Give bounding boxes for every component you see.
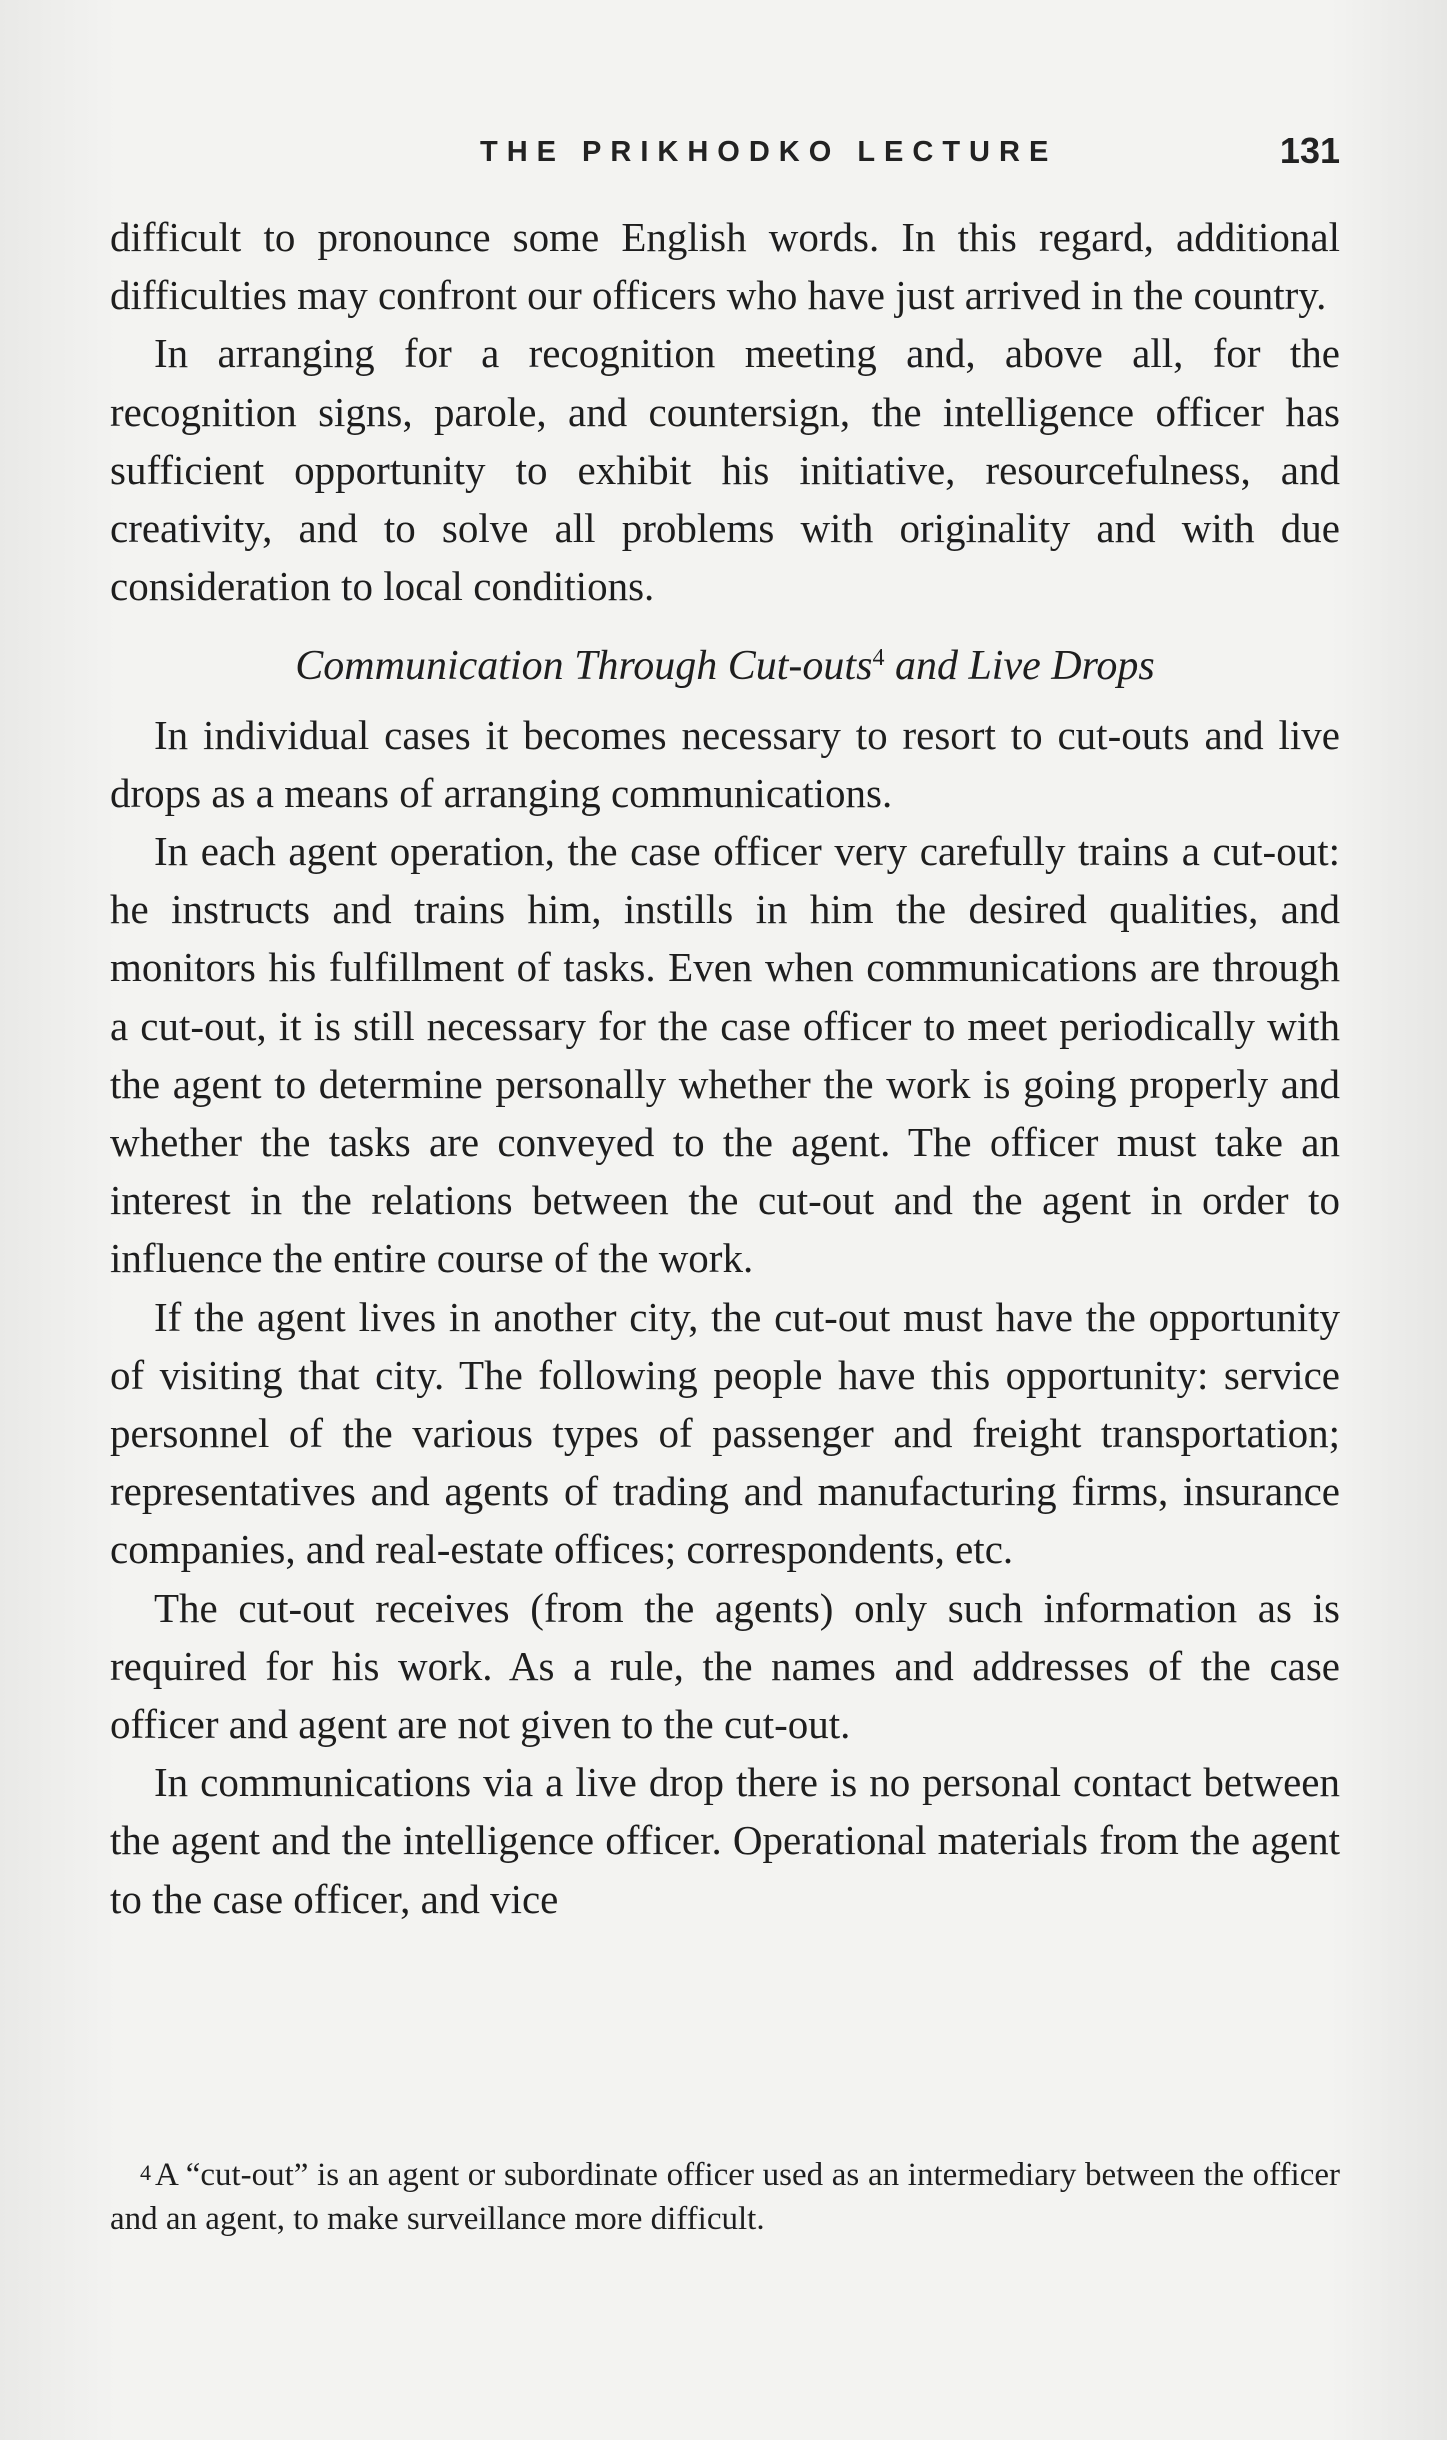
footnote-text: A “cut-out” is an agent or subordinate officer used as an intermediary between the officer and an agent, to make surveillance more difficult. [110, 2157, 1340, 2237]
paragraph-recognition-meeting: In arranging for a recognition meeting and, above all, for the recognition signs, parole, and countersign, the intelligence officer has sufficient opportunity to exhibit his initiative, resourcefulness, and creativity, and to solve all problems with originality and with due consideration to local conditions. [110, 330, 1340, 610]
paragraph-case-officer-training: In each agent operation, the case officer very carefully trains a cut-out: he instructs and trains him, instills in him the desired qualities, and monitors his fulfillment of tasks. Even when communications are through a cut-out, it is still necessary for the case officer to meet periodically with the agent to determine personally whether the work is going properly and whether the tasks are conveyed to the agent. The officer must take an interest in the relations between the cut-out and the agent in order to influence the entire course of the work. [110, 828, 1340, 1282]
running-header [110, 128, 1340, 188]
paragraph-cutout-information: The cut-out receives (from the agents) only such information as is required for his work. As a rule, the names and addresses of the case officer and agent are not given to the cut-out. [110, 1584, 1340, 1748]
section-heading-text: Communication Through Cut-outs [295, 643, 873, 690]
paragraph-continued: difficult to pronounce some English words. In this regard, additional difficulties may confront our officers who have just arrived in the country. [110, 214, 1340, 319]
footnote-reference: 4 [872, 645, 885, 672]
book-page [110, 128, 1340, 2378]
section-heading-text-end: and Live Drops [884, 643, 1155, 690]
page-number: 131 [1279, 130, 1340, 171]
section-heading [110, 637, 1340, 695]
paragraph-live-drop: In communications via a live drop there is no personal contact between the agent and the intelligence officer. Operational materials from the agent to the case officer, and vice [110, 1759, 1340, 1922]
paragraph-cutouts-intro: In individual cases it becomes necessary to resort to cut-outs and live drops as a means of arranging communications. [110, 711, 1340, 816]
footnote [110, 2153, 1340, 2241]
paragraph-another-city: If the agent lives in another city, the cut-out must have the opportunity of visiting that city. The following people have this opportunity: service personnel of the various types of passenger and freight transportation; representatives and agents of trading and manufacturing firms, insurance companies, and real-estate offices; correspondents, etc. [110, 1293, 1340, 1573]
footnote-marker: 4 [140, 2160, 151, 2185]
body-text [110, 208, 1340, 1928]
running-title: THE PRIKHODKO LECTURE [480, 136, 1058, 168]
